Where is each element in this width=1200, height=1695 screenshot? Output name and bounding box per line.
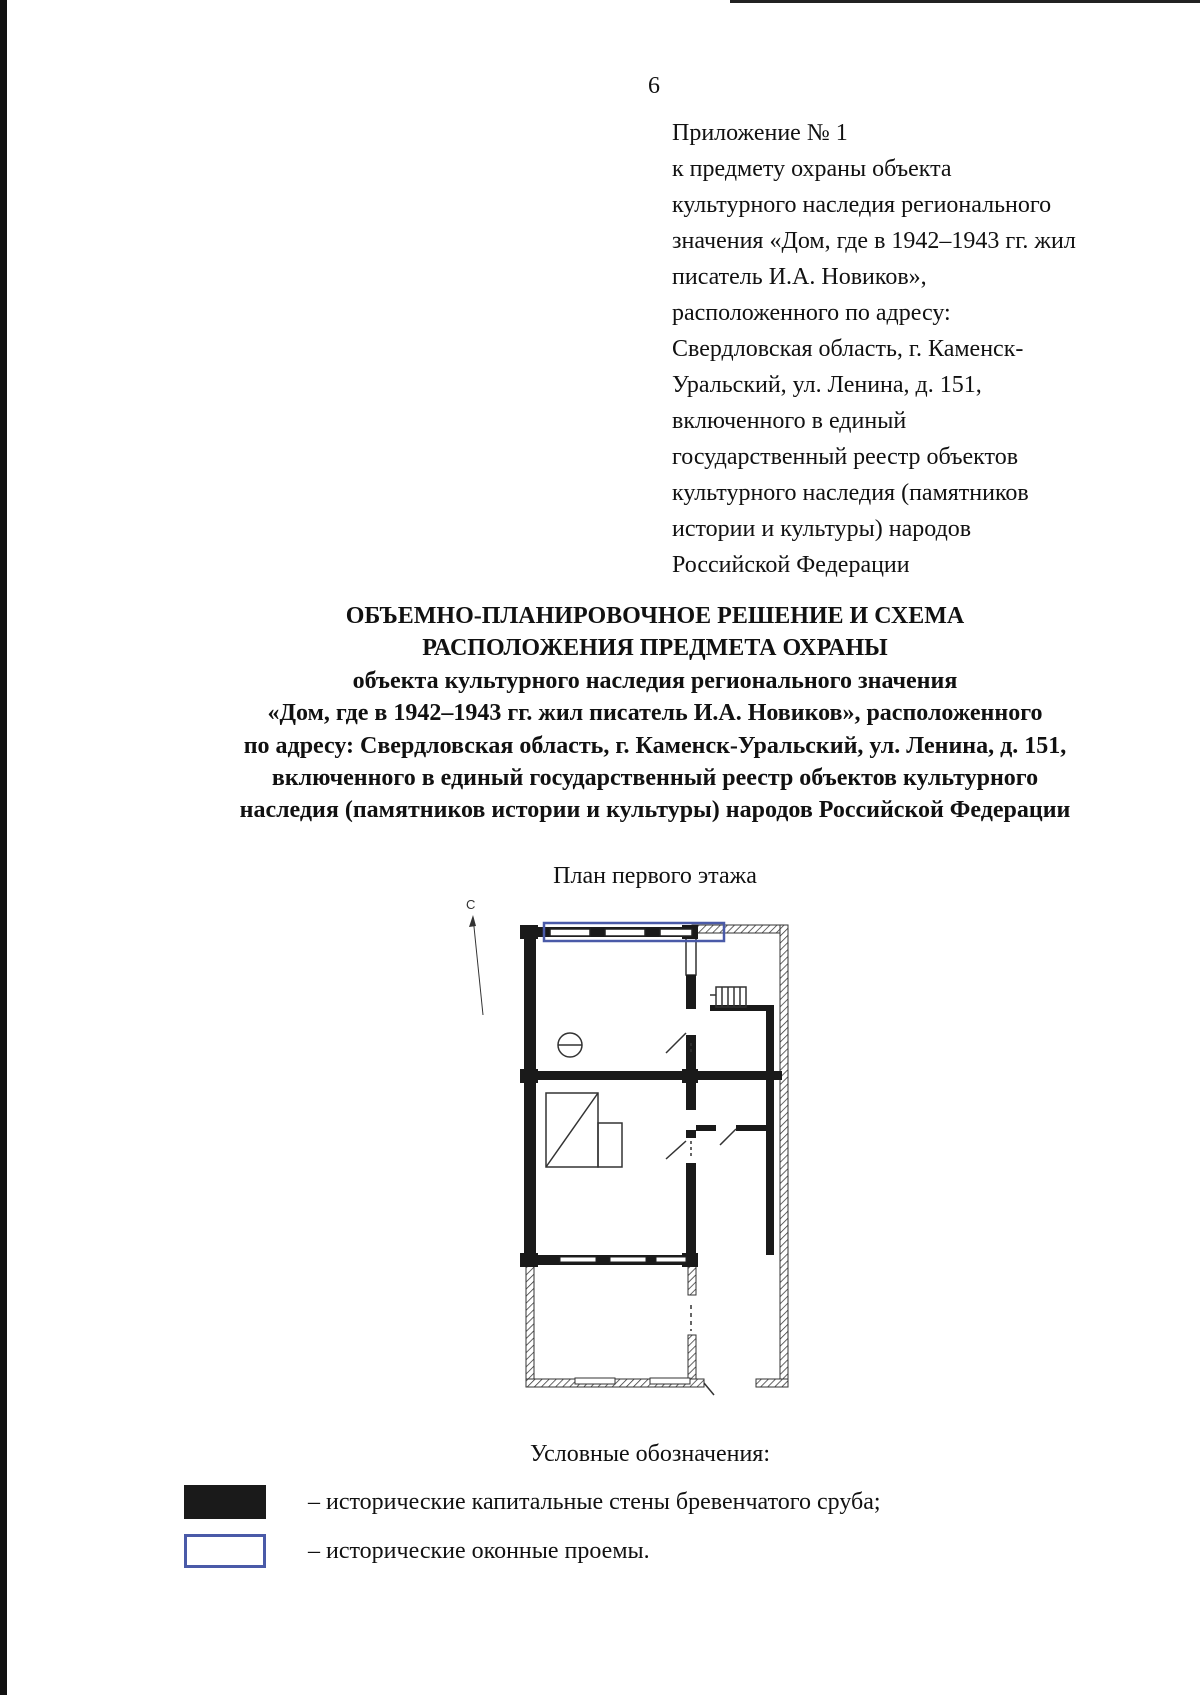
- appendix-line: значения «Дом, где в 1942–1943 гг. жил: [672, 228, 1076, 254]
- vent-symbol: [558, 1033, 582, 1057]
- walls-label: – исторические капитальные стены бревенчатого сруба;: [308, 1489, 881, 1515]
- plan-caption: План первого этажа: [553, 863, 757, 889]
- appendix-line: истории и культуры) народов: [672, 516, 972, 542]
- appendix-line: включенного в единый: [672, 408, 907, 434]
- appendix-line: Приложение № 1: [672, 120, 848, 146]
- north-label: С: [466, 897, 476, 912]
- page-number: 6: [648, 73, 660, 99]
- north-arrow: [466, 897, 483, 1015]
- stove: [546, 1093, 622, 1167]
- title-line: наследия (памятников истории и культуры) народов Российской Федерации: [239, 797, 1071, 824]
- appendix-line: культурного наследия (памятников: [672, 480, 1029, 506]
- walls-swatch: [184, 1485, 266, 1519]
- scan-top-line: [730, 0, 1200, 3]
- legend-title: Условные обозначения:: [529, 1441, 771, 1467]
- historic-walls: [520, 925, 782, 1267]
- appendix-line: писатель И.А. Новиков»,: [672, 264, 927, 290]
- title-line: ОБЪЕМНО-ПЛАНИРОВОЧНОЕ РЕШЕНИЕ И СХЕМА: [345, 603, 965, 629]
- title-line: РАСПОЛОЖЕНИЯ ПРЕДМЕТА ОХРАНЫ: [422, 635, 888, 662]
- annex-walls: [526, 925, 788, 1395]
- floor-plan: [460, 895, 860, 1405]
- windows-swatch: [184, 1534, 266, 1568]
- appendix-line: культурного наследия регионального: [672, 192, 1052, 218]
- appendix-line: государственный реестр объектов: [672, 444, 1019, 470]
- title-line: по адресу: Свердловская область, г. Каменск-Уральский, ул. Ленина, д. 151,: [243, 732, 1067, 759]
- title-line: объекта культурного наследия регионального значения: [352, 667, 958, 694]
- stair: [710, 987, 746, 1007]
- appendix-line: Уральский, ул. Ленина, д. 151,: [672, 372, 982, 398]
- appendix-line: расположенного по адресу:: [672, 300, 951, 326]
- title-line: включенного в единый государственный реестр объектов культурного: [271, 765, 1039, 792]
- document-title: [0, 600, 1200, 827]
- appendix-header: [672, 115, 1172, 583]
- south-windows: [560, 1257, 686, 1262]
- appendix-line: к предмету охраны объекта: [672, 156, 952, 182]
- appendix-line: Российской Федерации: [672, 552, 910, 578]
- appendix-line: Свердловская область, г. Каменск-: [672, 336, 1024, 362]
- title-line: «Дом, где в 1942–1943 гг. жил писатель И.А. Новиков», расположенного: [267, 700, 1043, 727]
- windows-label: – исторические оконные проемы.: [308, 1538, 650, 1564]
